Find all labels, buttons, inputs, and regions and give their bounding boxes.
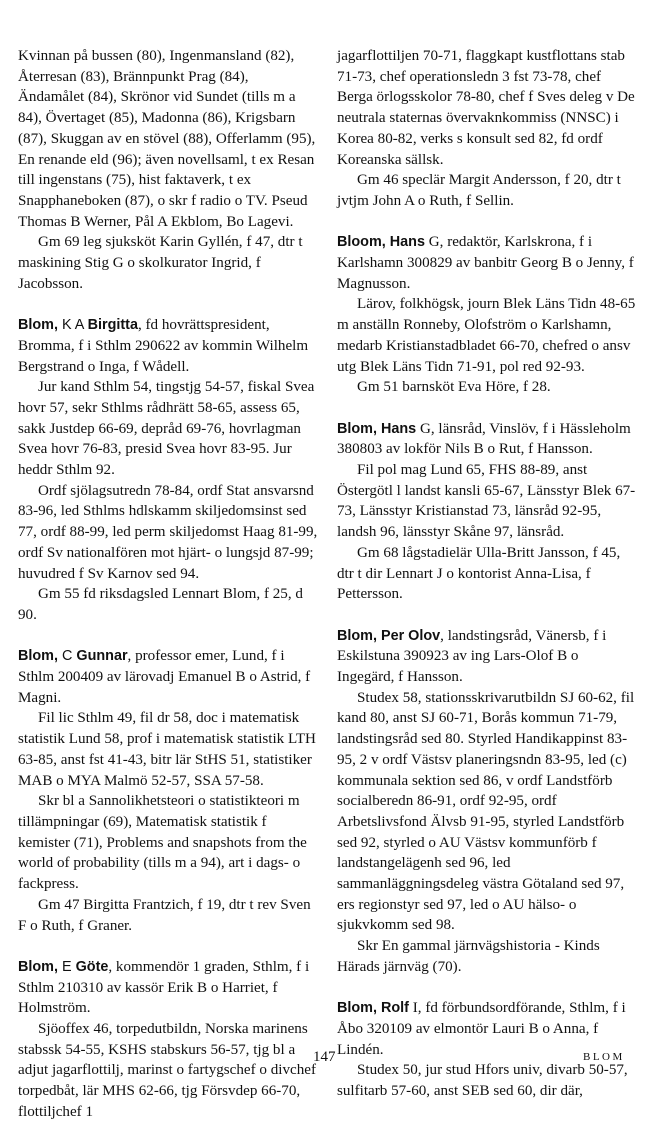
running-head: BLOM bbox=[583, 1051, 625, 1063]
page-number: 147 bbox=[313, 1049, 336, 1065]
entry-text: Kvinnan på bussen (80), Ingenmansland (82), Återresan (83), Brännpunkt Prag (84), Ändamålet (84), Skrönor vid Sundet (tills m a 84), Övertaget (85), Madonna (86), Krigsbarn (87), Skuggan av en stövel (88), Offerlamm (95), En renande eld (96); även novellsaml, t ex Resan till ingenstans (75), hist faktaverk, t ex Snapphaneboken (87), o skr f radio o TV. Pseud Thomas B Werner, Pål A Ekblom, Bo Lagevi. bbox=[18, 48, 316, 230]
entry-text: Gm 47 Birgitta Frantzich, f 19, dtr t rev Sven F o Ruth, f Graner. bbox=[18, 896, 311, 934]
entry-text: Blom, C Gunnar, professor emer, Lund, f i Sthlm 200409 av lärovadj Emanuel B o Astrid, f Magni. bbox=[18, 648, 311, 706]
entry-text: Blom, Hans G, länsråd, Vinslöv, f i Hässleholm 380803 av lokför Nils B o Rut, f Hansson. bbox=[337, 420, 631, 458]
entry-text: Gm 69 leg sjuksköt Karin Gyllén, f 47, dtr t maskining Stig G o skolkurator Ingrid, f Jacobsson. bbox=[18, 234, 303, 292]
entry-bloom-hans bbox=[337, 232, 637, 398]
entry-text: Skr bl a Sannolikhetsteori o statistikteori m tillämpningar (69), Matematisk statistik f kemister (71), Problems and snapshots from the world of probability (tills m a 94), art i dags- o fackpress. bbox=[18, 793, 307, 893]
entry-text: jagarflottiljen 70-71, flaggkapt kustflottans stab 71-73, chef operationsledn 3 fst 73-78, chef Berga örlogsskolor 78-80, chef f Sves deleg v De neutrala staternas övervaknkommiss (NNSC) i Korea 80-82, verks s konsult sed 82, fd ordf Koreanska sällsk. bbox=[337, 48, 635, 168]
entry-text: Jur kand Sthlm 54, tingstjg 54-57, fiskal Svea hovr 57, sekr Sthlms rådhrätt 58-65, assess 65, sakk Justdep 66-69, depråd 69-76, hovrlagman Svea hovr 76-83, presid Svea hovr 83-95. Jur heddr Sthlm 92. bbox=[18, 379, 315, 479]
entry-headword: Blom, Rolf bbox=[337, 1000, 409, 1017]
entry-headword: Blom, K A Birgitta bbox=[18, 317, 138, 334]
entry-continuation bbox=[337, 46, 637, 212]
entry-text: Gm 55 fd riksdagsled Lennart Blom, f 25, d 90. bbox=[18, 586, 303, 623]
entry-text: Studex 58, stationsskrivarutbildn SJ 60-62, fil kand 80, anst SJ 60-71, Borås kommun 71-79, landstingsråd sed 80. Styrled Handikappinst 83-95, 2 v ordf Västsv planeringsndn 83-95, led (c) kommunala sektion sed 86, v ordf Landstförb socialberedn 86-91, ordf 92-95, ordf Arbetslivsfond Älvsb 91-95, styrled Landstförb sed 92, styrled o AU Västsv kommunförb f landstangelägenh sed 96, led sammanläggningsdeleg västra Götaland sed 97, ers regionstyr sed 97, led o AU hälso- o sjukvkomm sed 98. bbox=[337, 689, 635, 934]
entry-text: Sjöoffex 46, torpedutbildn, Norska marinens stabssk 54-55, KSHS stabskurs 56-57, tjg bl a adjut jagarflottilj, marinst o fartygschef o divchef torpedbåt, lär MHS 62-66, tjg Försvdep 66-70, flottiljchef 1 bbox=[18, 1021, 317, 1120]
entry-text: Ordf sjölagsutredn 78-84, ordf Stat ansvarsnd 83-96, led Sthlms hdlskamm skiljedomsinst sed 77, ordf 88-99, led perm skiljedomst Haag 81-99, ordf Sv nationalfören mot hjärt- o lungsjd 87-99; huvudred f Sv Karnov sed 94. bbox=[18, 482, 318, 582]
entry-blom-gunnar bbox=[18, 646, 318, 936]
entry-text: Blom, E Göte, kommendör 1 graden, Sthlm, f i Sthlm 210310 av kassör Erik B o Harriet, f Holmström. bbox=[18, 958, 310, 1017]
right-column bbox=[337, 46, 637, 1122]
entry-text: Blom, K A Birgitta, fd hovrättspresident, Bromma, f i Sthlm 290622 av kommin Wilhelm Bergstrand o Inga, f Wådell. bbox=[18, 317, 309, 375]
entry-headword: Blom, Per Olov bbox=[337, 627, 441, 644]
entry-text: Bloom, Hans G, redaktör, Karlskrona, f i Karlshamn 300829 av banbitr Georg B o Jenny, f Magnusson. bbox=[337, 234, 634, 292]
entry-text: Blom, Per Olov, landstingsråd, Vänersb, f i Eskilstuna 390923 av ing Lars-Olof B o Ingegärd, f Hansson. bbox=[337, 627, 607, 686]
entry-text: Gm 68 lågstadielär Ulla-Britt Jansson, f 45, dtr t dir Lennart J o kontorist Anna-Lisa, f Pettersson. bbox=[337, 544, 621, 603]
entry-text: Fil pol mag Lund 65, FHS 88-89, anst Östergötl l landst kansli 65-67, Länsstyr Blek 67-73, Länsstyr Kristianstad 73, länsråd 92-95, landsh 96, länsstyr Skåne 97, länsråd. bbox=[337, 462, 636, 541]
entry-headword: Blom, C Gunnar bbox=[18, 648, 128, 665]
entry-text: Skr En gammal järnvägshistoria - Kinds Härads järnväg (70). bbox=[337, 938, 600, 975]
entry-text: Fil lic Sthlm 49, fil dr 58, doc i matematisk statistik Lund 58, prof i matematisk statistik LTH 63-85, anst fst 41-43, bitr lär StHS 51, statistiker MAB o MYA Malmö 52-57, SSA 57-58. bbox=[18, 710, 316, 789]
entry-blom-per-olov bbox=[337, 626, 637, 978]
entry-text: Studex 50, jur stud Hfors univ, divarb 50-57, sulfitarb 57-60, anst SEB sed 60, dir där, bbox=[337, 1062, 628, 1100]
entry-text: Blom, Rolf I, fd förbundsordförande, Sthlm, f i Åbo 320109 av elmontör Lauri B o Anna, f Lindén. bbox=[337, 1000, 626, 1058]
entry-text: Lärov, folkhögsk, journ Blek Läns Tidn 48-65 m anställn Ronneby, Olofström o Karlshamn, medarb Kristianstadbladet 66-70, chefred o ansv utg Blek Läns Tidn 71-91, pol red 92-93. bbox=[337, 296, 636, 375]
entry-blom-birgitta bbox=[18, 315, 318, 626]
entry-headword: Blom, Hans bbox=[337, 420, 417, 437]
left-column bbox=[18, 46, 318, 1143]
entry-text: Gm 46 speclär Margit Andersson, f 20, dtr t jvtjm John A o Ruth, f Sellin. bbox=[337, 172, 621, 209]
entry-continuation bbox=[18, 46, 318, 294]
entry-headword: Blom, E Göte bbox=[18, 958, 109, 975]
entry-blom-gote bbox=[18, 957, 318, 1123]
entry-blom-hans bbox=[337, 419, 637, 605]
entry-text: Gm 51 barnsköt Eva Höre, f 28. bbox=[357, 379, 551, 396]
entry-headword: Bloom, Hans bbox=[337, 234, 425, 251]
